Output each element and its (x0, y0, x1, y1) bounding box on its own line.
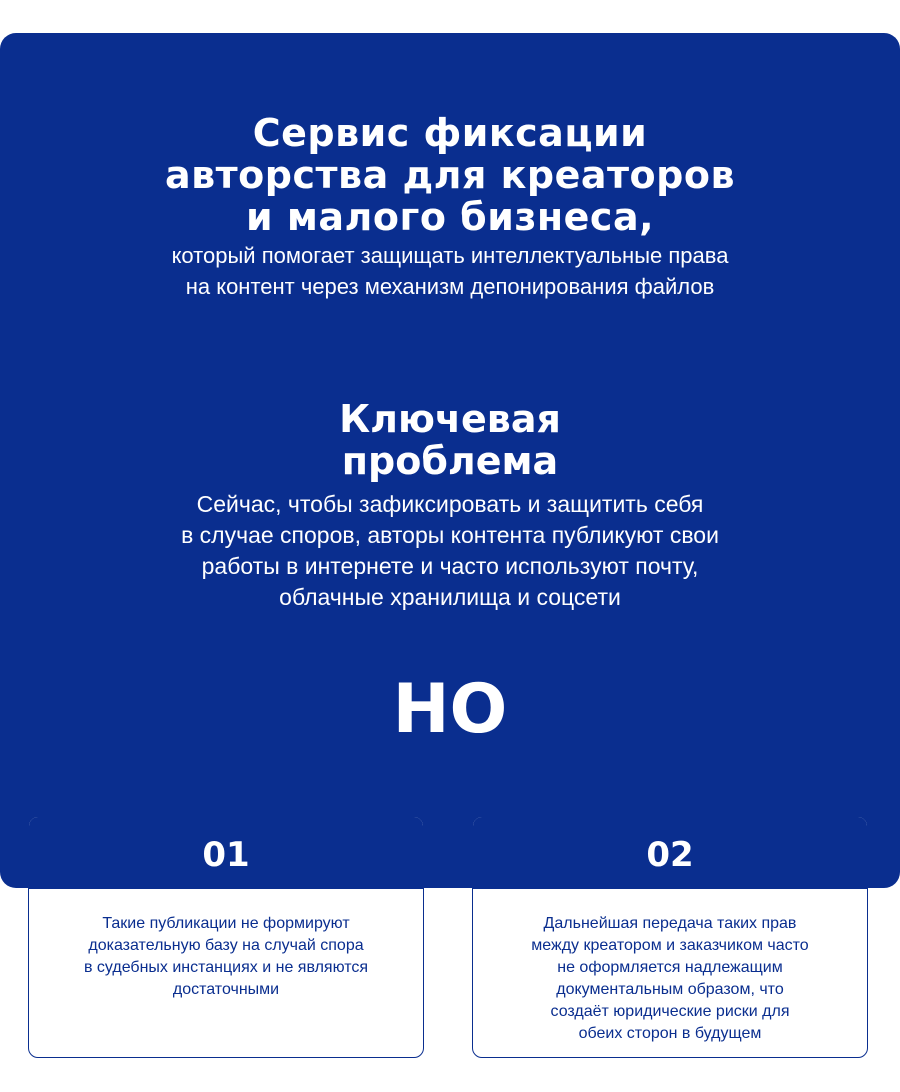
hero-subtitle-line: на контент через механизм депонирования файлов (185, 274, 715, 299)
hero-title-line: и малого бизнеса, (245, 195, 655, 239)
hero-title (0, 112, 900, 238)
card-text-line: доказательную базу на случай спора (88, 937, 364, 954)
card-number: 01 (29, 817, 423, 889)
card-text-line: документальным образом, что (556, 981, 784, 998)
problem-description (0, 489, 900, 613)
card-text-line: обеих сторон в будущем (578, 1025, 762, 1042)
hero-title-line: авторства для креаторов (164, 153, 736, 197)
problem-text-line: работы в интернете и часто используют почту, (201, 553, 699, 579)
card-number: 02 (473, 817, 867, 889)
card-text-line: Дальнейшая передача таких прав (543, 915, 797, 932)
card-text (473, 889, 867, 1045)
card-text-line: достаточными (172, 981, 280, 998)
problem-title (0, 398, 900, 482)
card-text-line: между креатором и заказчиком часто (531, 937, 809, 954)
problem-title-line: проблема (341, 439, 559, 483)
problem-text-line: Сейчас, чтобы зафиксировать и защитить себя (196, 491, 704, 517)
card-text (29, 889, 423, 1001)
card-text-line: в судебных инстанциях и не являются (83, 959, 369, 976)
card-text-line: не оформляется надлежащим (557, 959, 783, 976)
hero-subtitle (0, 240, 900, 302)
problem-text-line: облачные хранилища и соцсети (279, 584, 621, 610)
problem-card-1 (28, 816, 424, 1058)
problem-title-line: Ключевая (339, 397, 561, 441)
card-text-line: Такие публикации не формируют (102, 915, 350, 932)
hero-subtitle-line: который помогает защищать интеллектуальные права (171, 243, 729, 268)
problem-text-line: в случае споров, авторы контента публикуют свои (181, 522, 719, 548)
card-text-line: создаёт юридические риски для (550, 1003, 790, 1020)
hero-title-line: Сервис фиксации (252, 111, 648, 155)
but-heading: НО (392, 670, 508, 749)
problem-card-2 (472, 816, 868, 1058)
